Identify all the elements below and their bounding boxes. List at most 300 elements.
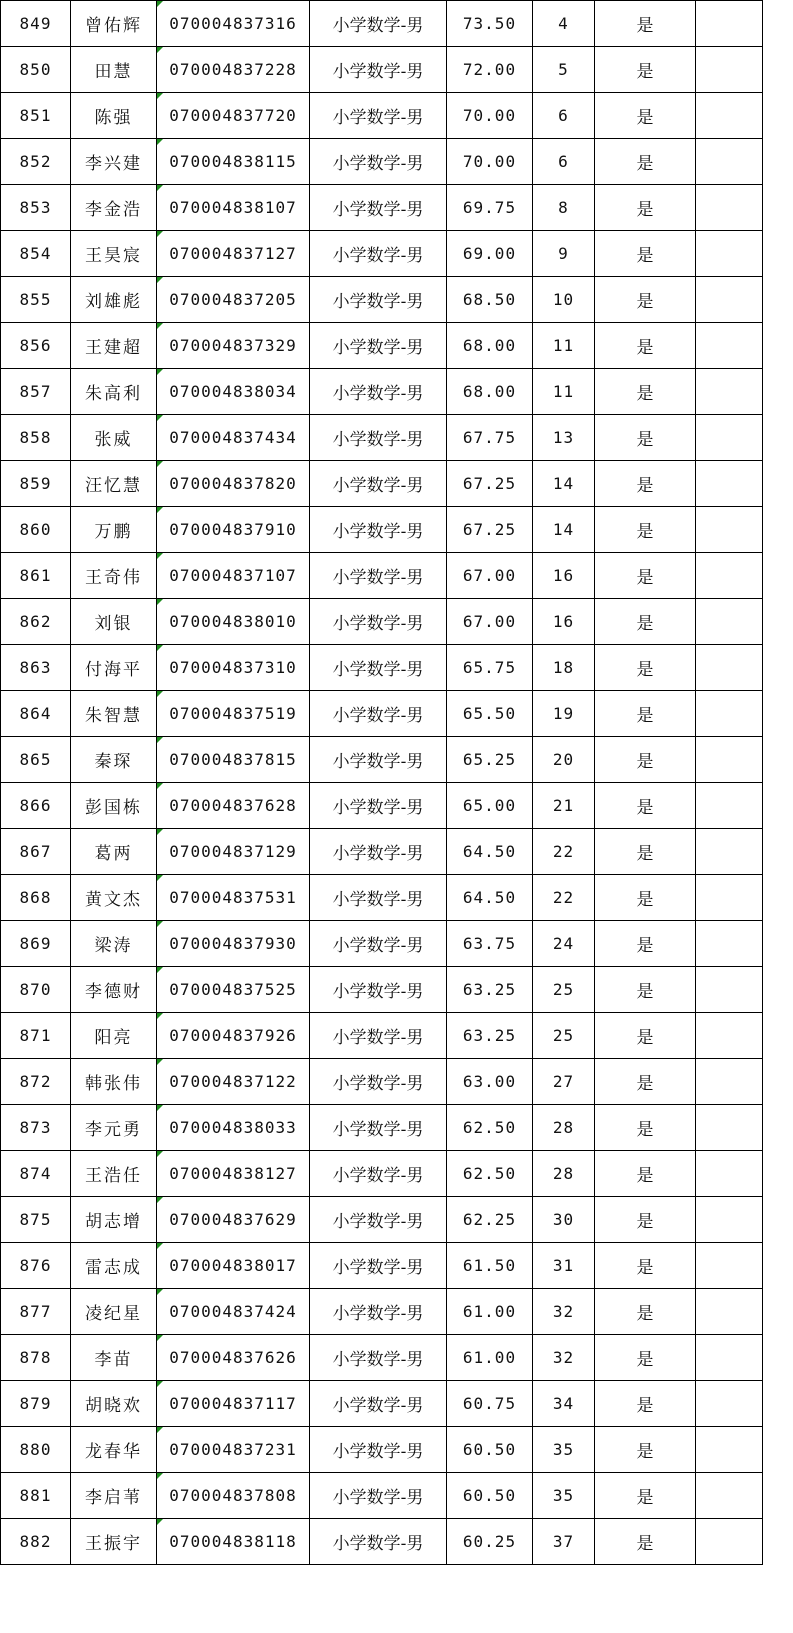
exam-number-cell: 070004837129 bbox=[157, 829, 310, 875]
name-cell: 胡晓欢 bbox=[71, 1381, 157, 1427]
note-cell bbox=[696, 645, 763, 691]
exam-number-cell: 070004837122 bbox=[157, 1059, 310, 1105]
name-cell: 朱高利 bbox=[71, 369, 157, 415]
name-cell: 刘雄彪 bbox=[71, 277, 157, 323]
seq-cell: 880 bbox=[1, 1427, 71, 1473]
position-cell: 小学数学-男 bbox=[310, 737, 447, 783]
qualified-cell: 是 bbox=[595, 507, 696, 553]
qualified-cell: 是 bbox=[595, 1059, 696, 1105]
rank-cell: 6 bbox=[533, 93, 595, 139]
rank-cell: 13 bbox=[533, 415, 595, 461]
seq-cell: 871 bbox=[1, 1013, 71, 1059]
name-cell: 龙春华 bbox=[71, 1427, 157, 1473]
table-row bbox=[1, 1197, 763, 1243]
score-cell: 61.50 bbox=[447, 1243, 533, 1289]
table-row bbox=[1, 1059, 763, 1105]
seq-cell: 874 bbox=[1, 1151, 71, 1197]
qualified-cell: 是 bbox=[595, 1473, 696, 1519]
name-cell: 王浩任 bbox=[71, 1151, 157, 1197]
rank-cell: 28 bbox=[533, 1151, 595, 1197]
exam-number-cell: 070004837127 bbox=[157, 231, 310, 277]
note-cell bbox=[696, 783, 763, 829]
note-cell bbox=[696, 323, 763, 369]
table-row bbox=[1, 1427, 763, 1473]
name-cell: 黄文杰 bbox=[71, 875, 157, 921]
table-row bbox=[1, 737, 763, 783]
note-cell bbox=[696, 461, 763, 507]
position-cell: 小学数学-男 bbox=[310, 185, 447, 231]
name-cell: 王昊宸 bbox=[71, 231, 157, 277]
seq-cell: 854 bbox=[1, 231, 71, 277]
table-row bbox=[1, 921, 763, 967]
rank-cell: 4 bbox=[533, 1, 595, 47]
name-cell: 秦琛 bbox=[71, 737, 157, 783]
exam-number-cell: 070004837228 bbox=[157, 47, 310, 93]
exam-number-cell: 070004837434 bbox=[157, 415, 310, 461]
seq-cell: 859 bbox=[1, 461, 71, 507]
rank-cell: 30 bbox=[533, 1197, 595, 1243]
qualified-cell: 是 bbox=[595, 829, 696, 875]
table-row bbox=[1, 1, 763, 47]
seq-cell: 869 bbox=[1, 921, 71, 967]
rank-cell: 14 bbox=[533, 461, 595, 507]
position-cell: 小学数学-男 bbox=[310, 461, 447, 507]
exam-number-cell: 070004837316 bbox=[157, 1, 310, 47]
note-cell bbox=[696, 93, 763, 139]
score-cell: 73.50 bbox=[447, 1, 533, 47]
qualified-cell: 是 bbox=[595, 1013, 696, 1059]
note-cell bbox=[696, 1289, 763, 1335]
position-cell: 小学数学-男 bbox=[310, 47, 447, 93]
note-cell bbox=[696, 1335, 763, 1381]
score-cell: 68.00 bbox=[447, 369, 533, 415]
name-cell: 韩张伟 bbox=[71, 1059, 157, 1105]
position-cell: 小学数学-男 bbox=[310, 1105, 447, 1151]
rank-cell: 5 bbox=[533, 47, 595, 93]
table-row bbox=[1, 645, 763, 691]
note-cell bbox=[696, 1427, 763, 1473]
exam-number-cell: 070004837205 bbox=[157, 277, 310, 323]
note-cell bbox=[696, 1243, 763, 1289]
note-cell bbox=[696, 875, 763, 921]
score-cell: 65.75 bbox=[447, 645, 533, 691]
seq-cell: 862 bbox=[1, 599, 71, 645]
score-cell: 68.50 bbox=[447, 277, 533, 323]
name-cell: 李金浩 bbox=[71, 185, 157, 231]
note-cell bbox=[696, 691, 763, 737]
rank-cell: 31 bbox=[533, 1243, 595, 1289]
position-cell: 小学数学-男 bbox=[310, 1243, 447, 1289]
qualified-cell: 是 bbox=[595, 921, 696, 967]
name-cell: 王振宇 bbox=[71, 1519, 157, 1565]
qualified-cell: 是 bbox=[595, 277, 696, 323]
name-cell: 梁涛 bbox=[71, 921, 157, 967]
score-cell: 72.00 bbox=[447, 47, 533, 93]
rank-cell: 34 bbox=[533, 1381, 595, 1427]
score-cell: 62.50 bbox=[447, 1105, 533, 1151]
score-cell: 70.00 bbox=[447, 139, 533, 185]
table-row bbox=[1, 691, 763, 737]
name-cell: 田慧 bbox=[71, 47, 157, 93]
rank-cell: 11 bbox=[533, 323, 595, 369]
qualified-cell: 是 bbox=[595, 415, 696, 461]
rank-cell: 16 bbox=[533, 553, 595, 599]
note-cell bbox=[696, 47, 763, 93]
name-cell: 胡志增 bbox=[71, 1197, 157, 1243]
position-cell: 小学数学-男 bbox=[310, 1335, 447, 1381]
qualified-cell: 是 bbox=[595, 1, 696, 47]
exam-number-cell: 070004837531 bbox=[157, 875, 310, 921]
score-cell: 65.00 bbox=[447, 783, 533, 829]
table-row bbox=[1, 47, 763, 93]
seq-cell: 875 bbox=[1, 1197, 71, 1243]
rank-cell: 24 bbox=[533, 921, 595, 967]
qualified-cell: 是 bbox=[595, 1197, 696, 1243]
rank-cell: 16 bbox=[533, 599, 595, 645]
exam-number-cell: 070004837926 bbox=[157, 1013, 310, 1059]
note-cell bbox=[696, 139, 763, 185]
qualified-cell: 是 bbox=[595, 93, 696, 139]
qualified-cell: 是 bbox=[595, 553, 696, 599]
qualified-cell: 是 bbox=[595, 1335, 696, 1381]
note-cell bbox=[696, 1013, 763, 1059]
name-cell: 刘银 bbox=[71, 599, 157, 645]
position-cell: 小学数学-男 bbox=[310, 1151, 447, 1197]
rank-cell: 25 bbox=[533, 967, 595, 1013]
name-cell: 万鹏 bbox=[71, 507, 157, 553]
table-row bbox=[1, 1473, 763, 1519]
note-cell bbox=[696, 369, 763, 415]
position-cell: 小学数学-男 bbox=[310, 645, 447, 691]
score-cell: 70.00 bbox=[447, 93, 533, 139]
table-row bbox=[1, 1381, 763, 1427]
position-cell: 小学数学-男 bbox=[310, 1013, 447, 1059]
name-cell: 王奇伟 bbox=[71, 553, 157, 599]
note-cell bbox=[696, 185, 763, 231]
position-cell: 小学数学-男 bbox=[310, 415, 447, 461]
table-row bbox=[1, 461, 763, 507]
exam-number-cell: 070004837628 bbox=[157, 783, 310, 829]
score-cell: 64.50 bbox=[447, 875, 533, 921]
table-row bbox=[1, 93, 763, 139]
note-cell bbox=[696, 921, 763, 967]
table-row bbox=[1, 875, 763, 921]
name-cell: 曾佑辉 bbox=[71, 1, 157, 47]
position-cell: 小学数学-男 bbox=[310, 1427, 447, 1473]
qualified-cell: 是 bbox=[595, 645, 696, 691]
qualified-cell: 是 bbox=[595, 1427, 696, 1473]
name-cell: 阳亮 bbox=[71, 1013, 157, 1059]
seq-cell: 868 bbox=[1, 875, 71, 921]
score-cell: 62.25 bbox=[447, 1197, 533, 1243]
rank-cell: 22 bbox=[533, 875, 595, 921]
exam-number-cell: 070004837519 bbox=[157, 691, 310, 737]
exam-number-cell: 070004838017 bbox=[157, 1243, 310, 1289]
qualified-cell: 是 bbox=[595, 139, 696, 185]
score-cell: 68.00 bbox=[447, 323, 533, 369]
score-cell: 62.50 bbox=[447, 1151, 533, 1197]
position-cell: 小学数学-男 bbox=[310, 93, 447, 139]
seq-cell: 876 bbox=[1, 1243, 71, 1289]
exam-number-cell: 070004837629 bbox=[157, 1197, 310, 1243]
qualified-cell: 是 bbox=[595, 47, 696, 93]
position-cell: 小学数学-男 bbox=[310, 1197, 447, 1243]
score-cell: 63.00 bbox=[447, 1059, 533, 1105]
table-row bbox=[1, 1151, 763, 1197]
seq-cell: 864 bbox=[1, 691, 71, 737]
qualified-cell: 是 bbox=[595, 1381, 696, 1427]
position-cell: 小学数学-男 bbox=[310, 967, 447, 1013]
score-cell: 67.00 bbox=[447, 553, 533, 599]
name-cell: 李元勇 bbox=[71, 1105, 157, 1151]
rank-cell: 35 bbox=[533, 1427, 595, 1473]
name-cell: 汪忆慧 bbox=[71, 461, 157, 507]
position-cell: 小学数学-男 bbox=[310, 921, 447, 967]
seq-cell: 881 bbox=[1, 1473, 71, 1519]
name-cell: 雷志成 bbox=[71, 1243, 157, 1289]
note-cell bbox=[696, 1519, 763, 1565]
exam-number-cell: 070004837626 bbox=[157, 1335, 310, 1381]
position-cell: 小学数学-男 bbox=[310, 783, 447, 829]
rank-cell: 21 bbox=[533, 783, 595, 829]
table-row bbox=[1, 185, 763, 231]
seq-cell: 861 bbox=[1, 553, 71, 599]
note-cell bbox=[696, 415, 763, 461]
qualified-cell: 是 bbox=[595, 369, 696, 415]
rank-cell: 25 bbox=[533, 1013, 595, 1059]
exam-number-cell: 070004838118 bbox=[157, 1519, 310, 1565]
table-row bbox=[1, 967, 763, 1013]
position-cell: 小学数学-男 bbox=[310, 369, 447, 415]
exam-number-cell: 070004837117 bbox=[157, 1381, 310, 1427]
exam-number-cell: 070004837820 bbox=[157, 461, 310, 507]
rank-cell: 32 bbox=[533, 1335, 595, 1381]
score-cell: 60.25 bbox=[447, 1519, 533, 1565]
name-cell: 付海平 bbox=[71, 645, 157, 691]
exam-number-cell: 070004837930 bbox=[157, 921, 310, 967]
score-cell: 67.00 bbox=[447, 599, 533, 645]
score-cell: 67.25 bbox=[447, 507, 533, 553]
note-cell bbox=[696, 231, 763, 277]
exam-number-cell: 070004837424 bbox=[157, 1289, 310, 1335]
qualified-cell: 是 bbox=[595, 461, 696, 507]
rank-cell: 11 bbox=[533, 369, 595, 415]
seq-cell: 873 bbox=[1, 1105, 71, 1151]
score-cell: 60.75 bbox=[447, 1381, 533, 1427]
position-cell: 小学数学-男 bbox=[310, 1473, 447, 1519]
note-cell bbox=[696, 1381, 763, 1427]
table-row bbox=[1, 1243, 763, 1289]
exam-number-cell: 070004838034 bbox=[157, 369, 310, 415]
position-cell: 小学数学-男 bbox=[310, 323, 447, 369]
score-cell: 69.00 bbox=[447, 231, 533, 277]
seq-cell: 866 bbox=[1, 783, 71, 829]
table-row bbox=[1, 277, 763, 323]
score-cell: 65.25 bbox=[447, 737, 533, 783]
rank-cell: 9 bbox=[533, 231, 595, 277]
seq-cell: 852 bbox=[1, 139, 71, 185]
rank-cell: 37 bbox=[533, 1519, 595, 1565]
table-row bbox=[1, 599, 763, 645]
rank-cell: 20 bbox=[533, 737, 595, 783]
position-cell: 小学数学-男 bbox=[310, 875, 447, 921]
position-cell: 小学数学-男 bbox=[310, 553, 447, 599]
name-cell: 李启苇 bbox=[71, 1473, 157, 1519]
score-cell: 67.75 bbox=[447, 415, 533, 461]
table-row bbox=[1, 415, 763, 461]
exam-number-cell: 070004837231 bbox=[157, 1427, 310, 1473]
position-cell: 小学数学-男 bbox=[310, 829, 447, 875]
rank-cell: 8 bbox=[533, 185, 595, 231]
rank-cell: 14 bbox=[533, 507, 595, 553]
exam-number-cell: 070004837720 bbox=[157, 93, 310, 139]
seq-cell: 855 bbox=[1, 277, 71, 323]
qualified-cell: 是 bbox=[595, 599, 696, 645]
name-cell: 王建超 bbox=[71, 323, 157, 369]
name-cell: 朱智慧 bbox=[71, 691, 157, 737]
seq-cell: 860 bbox=[1, 507, 71, 553]
name-cell: 李德财 bbox=[71, 967, 157, 1013]
seq-cell: 879 bbox=[1, 1381, 71, 1427]
qualified-cell: 是 bbox=[595, 967, 696, 1013]
table-row bbox=[1, 139, 763, 185]
name-cell: 李兴建 bbox=[71, 139, 157, 185]
name-cell: 凌纪星 bbox=[71, 1289, 157, 1335]
score-cell: 63.25 bbox=[447, 1013, 533, 1059]
position-cell: 小学数学-男 bbox=[310, 231, 447, 277]
qualified-cell: 是 bbox=[595, 783, 696, 829]
rank-cell: 19 bbox=[533, 691, 595, 737]
seq-cell: 853 bbox=[1, 185, 71, 231]
qualified-cell: 是 bbox=[595, 323, 696, 369]
seq-cell: 867 bbox=[1, 829, 71, 875]
position-cell: 小学数学-男 bbox=[310, 599, 447, 645]
position-cell: 小学数学-男 bbox=[310, 1381, 447, 1427]
exam-number-cell: 070004837525 bbox=[157, 967, 310, 1013]
note-cell bbox=[696, 1197, 763, 1243]
table-row bbox=[1, 231, 763, 277]
position-cell: 小学数学-男 bbox=[310, 507, 447, 553]
seq-cell: 851 bbox=[1, 93, 71, 139]
qualified-cell: 是 bbox=[595, 185, 696, 231]
qualified-cell: 是 bbox=[595, 1289, 696, 1335]
exam-number-cell: 070004838010 bbox=[157, 599, 310, 645]
seq-cell: 856 bbox=[1, 323, 71, 369]
position-cell: 小学数学-男 bbox=[310, 1059, 447, 1105]
score-cell: 67.25 bbox=[447, 461, 533, 507]
qualified-cell: 是 bbox=[595, 231, 696, 277]
qualified-cell: 是 bbox=[595, 691, 696, 737]
name-cell: 李苗 bbox=[71, 1335, 157, 1381]
note-cell bbox=[696, 829, 763, 875]
exam-number-cell: 070004837329 bbox=[157, 323, 310, 369]
score-cell: 63.25 bbox=[447, 967, 533, 1013]
seq-cell: 849 bbox=[1, 1, 71, 47]
rank-cell: 22 bbox=[533, 829, 595, 875]
name-cell: 葛两 bbox=[71, 829, 157, 875]
seq-cell: 863 bbox=[1, 645, 71, 691]
note-cell bbox=[696, 967, 763, 1013]
rank-cell: 28 bbox=[533, 1105, 595, 1151]
note-cell bbox=[696, 1059, 763, 1105]
qualified-cell: 是 bbox=[595, 1105, 696, 1151]
note-cell bbox=[696, 1473, 763, 1519]
exam-number-cell: 070004837808 bbox=[157, 1473, 310, 1519]
score-cell: 61.00 bbox=[447, 1289, 533, 1335]
name-cell: 陈强 bbox=[71, 93, 157, 139]
note-cell bbox=[696, 1105, 763, 1151]
note-cell bbox=[696, 1151, 763, 1197]
qualified-cell: 是 bbox=[595, 1519, 696, 1565]
table-row bbox=[1, 369, 763, 415]
note-cell bbox=[696, 507, 763, 553]
exam-number-cell: 070004837107 bbox=[157, 553, 310, 599]
qualified-cell: 是 bbox=[595, 737, 696, 783]
score-cell: 69.75 bbox=[447, 185, 533, 231]
seq-cell: 850 bbox=[1, 47, 71, 93]
qualified-cell: 是 bbox=[595, 1151, 696, 1197]
seq-cell: 882 bbox=[1, 1519, 71, 1565]
table-row bbox=[1, 553, 763, 599]
exam-number-cell: 070004837310 bbox=[157, 645, 310, 691]
note-cell bbox=[696, 1, 763, 47]
rank-cell: 27 bbox=[533, 1059, 595, 1105]
note-cell bbox=[696, 277, 763, 323]
exam-number-cell: 070004838033 bbox=[157, 1105, 310, 1151]
position-cell: 小学数学-男 bbox=[310, 1, 447, 47]
seq-cell: 858 bbox=[1, 415, 71, 461]
table-row bbox=[1, 507, 763, 553]
rank-cell: 10 bbox=[533, 277, 595, 323]
position-cell: 小学数学-男 bbox=[310, 1289, 447, 1335]
table-row bbox=[1, 1013, 763, 1059]
seq-cell: 878 bbox=[1, 1335, 71, 1381]
note-cell bbox=[696, 737, 763, 783]
exam-number-cell: 070004837910 bbox=[157, 507, 310, 553]
seq-cell: 857 bbox=[1, 369, 71, 415]
name-cell: 彭国栋 bbox=[71, 783, 157, 829]
exam-number-cell: 070004837815 bbox=[157, 737, 310, 783]
score-cell: 64.50 bbox=[447, 829, 533, 875]
score-cell: 63.75 bbox=[447, 921, 533, 967]
exam-number-cell: 070004838115 bbox=[157, 139, 310, 185]
note-cell bbox=[696, 599, 763, 645]
table-row bbox=[1, 1105, 763, 1151]
seq-cell: 865 bbox=[1, 737, 71, 783]
score-cell: 65.50 bbox=[447, 691, 533, 737]
seq-cell: 872 bbox=[1, 1059, 71, 1105]
exam-number-cell: 070004838127 bbox=[157, 1151, 310, 1197]
qualified-cell: 是 bbox=[595, 1243, 696, 1289]
note-cell bbox=[696, 553, 763, 599]
table-row bbox=[1, 829, 763, 875]
table-row bbox=[1, 1519, 763, 1565]
rank-cell: 32 bbox=[533, 1289, 595, 1335]
position-cell: 小学数学-男 bbox=[310, 691, 447, 737]
score-cell: 60.50 bbox=[447, 1427, 533, 1473]
score-cell: 60.50 bbox=[447, 1473, 533, 1519]
table-row bbox=[1, 1335, 763, 1381]
rank-cell: 18 bbox=[533, 645, 595, 691]
exam-number-cell: 070004838107 bbox=[157, 185, 310, 231]
position-cell: 小学数学-男 bbox=[310, 277, 447, 323]
table-row bbox=[1, 1289, 763, 1335]
name-cell: 张威 bbox=[71, 415, 157, 461]
seq-cell: 870 bbox=[1, 967, 71, 1013]
table-body bbox=[1, 1, 763, 1565]
position-cell: 小学数学-男 bbox=[310, 1519, 447, 1565]
table-row bbox=[1, 323, 763, 369]
